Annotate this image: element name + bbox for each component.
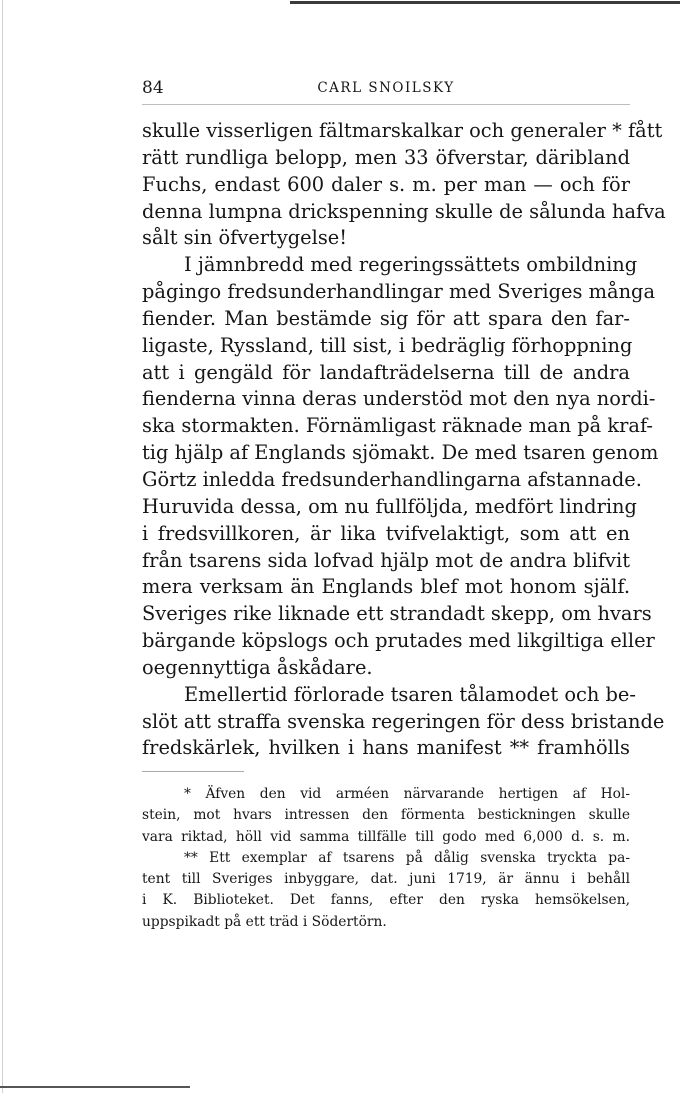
page-number: 84 — [142, 78, 164, 98]
footnote-line: stein, mot hvars intressen den förmenta bestickningen skulle — [142, 807, 630, 824]
footnote-line: uppspikadt på ett träd i Södertörn. — [142, 913, 387, 930]
scan-bottom-edge-rule — [0, 1086, 190, 1088]
footnote-line: tent till Sveriges inbyggare, dat. juni 1719, är ännu i behåll — [142, 871, 630, 888]
body-line: ska stormakten. Förnämligast räknade man på kraf- — [142, 414, 653, 438]
footnotes — [142, 784, 630, 933]
body-line: fiender. Man bestämde sig för att spara den far- — [142, 306, 630, 330]
footnote-separator — [142, 771, 244, 772]
body-line: pågingo fredsunderhandlingar med Sveriges många — [142, 280, 656, 304]
body-line: oegennyttiga åskådare. — [142, 655, 373, 679]
body-line: denna lumpna drickspenning skulle de sålunda hafva — [142, 199, 666, 223]
header-rule — [142, 104, 630, 105]
body-line: Emellertid förlorade tsaren tålamodet och be- — [184, 682, 636, 706]
body-line: fienderna vinna deras understöd mot den nya nordi- — [142, 387, 656, 411]
body-line: fredskärlek, hvilken i hans manifest ** framhölls — [142, 736, 630, 760]
scan-top-edge-rule — [290, 1, 680, 4]
footnote-line: vara riktad, höll vid samma tillfälle till godo med 6,000 d. s. m. — [142, 828, 630, 845]
body-line: mera verksam än Englands blef mot honom själf. — [142, 575, 630, 599]
page-header — [142, 78, 630, 100]
body-line: sålt sin öfvertygelse! — [142, 226, 348, 250]
scan-left-edge — [2, 0, 3, 1093]
body-line: att i gengäld för landafträdelserna till de andra — [142, 360, 630, 384]
body-line: I jämnbredd med regeringssättets ombildning — [184, 253, 638, 277]
body-line: tig hjälp af Englands sjömakt. De med tsaren genom — [142, 441, 659, 465]
footnote-line: i K. Biblioteket. Det fanns, efter den ryska hemsökelsen, — [142, 892, 630, 909]
body-line: ligaste, Ryssland, till sist, i bedräglig förhoppning — [142, 333, 633, 357]
body-line: rätt rundliga belopp, men 33 öfverstar, däribland — [142, 145, 630, 169]
body-line: från tsarens sida lofvad hjälp mot de andra blifvit — [142, 548, 630, 572]
body-line: slöt att straffa svenska regeringen för dess bristande — [142, 709, 665, 733]
body-line: skulle visserligen fältmarskalkar och generaler * fått — [142, 119, 663, 142]
body-line: Görtz inledda fredsunderhandlingarna afstannade. — [142, 467, 642, 491]
body-text — [142, 118, 666, 762]
footnote-line: ** Ett exemplar af tsarens på dålig svenska tryckta pa- — [184, 849, 630, 866]
running-head: CARL SNOILSKY — [317, 80, 455, 96]
body-line: bärgande köpslogs och prutades med likgiltiga eller — [142, 629, 655, 653]
body-line: i fredsvillkoren, är lika tvifvelaktigt, som att en — [142, 521, 630, 545]
body-line: Huruvida dessa, om nu fullföljda, medfört lindring — [142, 494, 637, 518]
body-line: Fuchs, endast 600 daler s. m. per man — och för — [142, 172, 630, 196]
footnote-line: * Äfven den vid arméen närvarande hertigen af Hol- — [184, 786, 630, 802]
body-line: Sveriges rike liknade ett strandadt skepp, om hvars — [142, 602, 652, 626]
